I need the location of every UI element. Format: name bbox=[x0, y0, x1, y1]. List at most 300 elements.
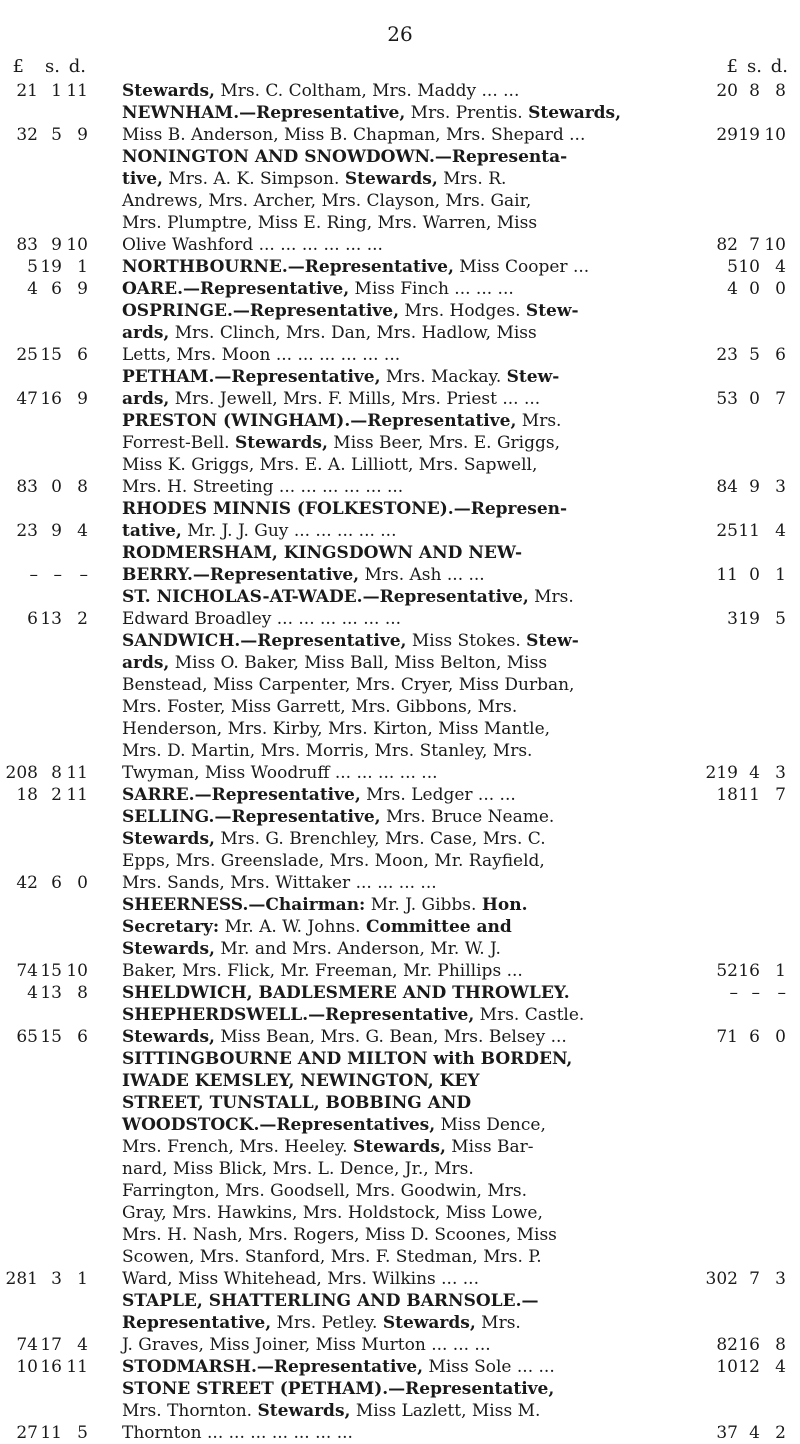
shillings-value: 0 bbox=[749, 279, 760, 299]
pence-value: 11 bbox=[66, 785, 88, 805]
pounds-value: 25 bbox=[16, 345, 38, 365]
pence-value: 10 bbox=[764, 125, 786, 145]
plain-text: Mrs. Clinch, Mrs. Dan, Mrs. Hadlow, Miss bbox=[169, 323, 537, 343]
pence-value: 1 bbox=[77, 257, 88, 277]
pence-value: 4 bbox=[775, 521, 786, 541]
entry-text bbox=[122, 1202, 543, 1224]
pounds-value: 11 bbox=[716, 565, 738, 585]
plain-text: Miss Cooper ... bbox=[453, 257, 590, 277]
pence-value: 0 bbox=[775, 1027, 786, 1047]
bold-text: Hon. bbox=[481, 895, 528, 915]
text-line bbox=[0, 564, 800, 586]
shillings-value: 9 bbox=[749, 477, 760, 497]
plain-text: Miss Sole ... ... bbox=[423, 1357, 555, 1377]
plain-text: Mrs. H. Streeting ... ... ... ... ... ... bbox=[122, 477, 404, 497]
shillings-value: 19 bbox=[738, 609, 760, 629]
entry-text bbox=[122, 806, 554, 828]
page-number: 26 bbox=[387, 22, 413, 46]
bold-text: Representative, bbox=[122, 1313, 272, 1333]
text-line bbox=[0, 916, 800, 938]
bold-text: SARRE.—Representative, bbox=[122, 785, 361, 805]
entry-text bbox=[122, 1224, 557, 1246]
plain-text: Miss Stokes. bbox=[406, 631, 527, 651]
pounds-value: 4 bbox=[727, 279, 738, 299]
plain-text: Mrs. Prentis. bbox=[405, 103, 529, 123]
entry-text bbox=[122, 1378, 554, 1400]
bold-text: SHEERNESS.—Chairman: bbox=[122, 895, 366, 915]
text-line bbox=[0, 1268, 800, 1290]
text-line bbox=[0, 80, 800, 102]
text-line bbox=[0, 586, 800, 608]
plain-text: Mrs. Mackay. bbox=[380, 367, 507, 387]
pence-value: 8 bbox=[77, 983, 88, 1003]
plain-text: Thornton ... ... ... ... ... ... ... bbox=[122, 1423, 353, 1443]
shillings-value: 5 bbox=[51, 125, 62, 145]
shillings-value: 7 bbox=[749, 1269, 760, 1289]
pence-value: 3 bbox=[775, 477, 786, 497]
text-line bbox=[0, 784, 800, 806]
text-line bbox=[0, 322, 800, 344]
bold-text: Stewards, bbox=[122, 939, 215, 959]
entry-text bbox=[122, 190, 531, 212]
bold-text: STREET, TUNSTALL, BOBBING AND bbox=[122, 1093, 472, 1113]
pounds-value: 83 bbox=[16, 235, 38, 255]
entry-text bbox=[122, 256, 589, 278]
pounds-value: 4 bbox=[27, 983, 38, 1003]
text-line bbox=[0, 762, 800, 784]
pounds-value: 3 bbox=[727, 609, 738, 629]
pence-value: 4 bbox=[77, 1335, 88, 1355]
header-shillings: s. bbox=[747, 56, 762, 77]
pounds-value: 25 bbox=[716, 521, 738, 541]
pounds-value: 52 bbox=[716, 961, 738, 981]
pounds-value: 42 bbox=[16, 873, 38, 893]
entry-text bbox=[122, 1004, 584, 1026]
plain-text: Baker, Mrs. Flick, Mr. Freeman, Mr. Phillips ... bbox=[122, 961, 523, 981]
pence-value: 7 bbox=[775, 785, 786, 805]
shillings-value: 10 bbox=[738, 257, 760, 277]
pence-value: 9 bbox=[77, 389, 88, 409]
entry-text bbox=[122, 982, 570, 1004]
pence-value: 3 bbox=[775, 1269, 786, 1289]
shillings-value: 16 bbox=[40, 389, 62, 409]
pence-value: 6 bbox=[77, 1027, 88, 1047]
pence-value: 9 bbox=[77, 125, 88, 145]
entry-text bbox=[122, 828, 546, 850]
pence-value: 4 bbox=[775, 1357, 786, 1377]
pence-value: – bbox=[79, 565, 88, 585]
text-line bbox=[0, 1356, 800, 1378]
plain-text: Olive Washford ... ... ... ... ... ... bbox=[122, 235, 383, 255]
text-line bbox=[0, 894, 800, 916]
plain-text: Mrs. A. K. Simpson. bbox=[162, 169, 345, 189]
text-line bbox=[0, 1246, 800, 1268]
plain-text: Epps, Mrs. Greenslade, Mrs. Moon, Mr. Rayfield, bbox=[122, 851, 545, 871]
plain-text: Mr. A. W. Johns. bbox=[219, 917, 366, 937]
plain-text: Mrs. Hodges. bbox=[399, 301, 526, 321]
header-pounds: £ bbox=[726, 56, 738, 77]
pence-value: 11 bbox=[66, 81, 88, 101]
bold-text: WOODSTOCK.—Representatives, bbox=[122, 1115, 436, 1135]
shillings-value: 6 bbox=[749, 1027, 760, 1047]
entry-text bbox=[122, 520, 397, 542]
plain-text: Miss O. Baker, Miss Ball, Miss Belton, Miss bbox=[169, 653, 548, 673]
entry-text bbox=[122, 718, 550, 740]
bold-text: NEWNHAM.—Representative, bbox=[122, 103, 406, 123]
pence-value: 7 bbox=[775, 389, 786, 409]
entry-text bbox=[122, 784, 516, 806]
text-line bbox=[0, 410, 800, 432]
entry-text bbox=[122, 476, 403, 498]
plain-text: Mrs. Bruce Neame. bbox=[380, 807, 555, 827]
header-pence: d. bbox=[770, 56, 788, 77]
text-line bbox=[0, 1378, 800, 1400]
bold-text: Stewards, bbox=[382, 1313, 476, 1333]
pounds-value: 71 bbox=[716, 1027, 738, 1047]
plain-text: Mrs. French, Mrs. Heeley. bbox=[122, 1137, 353, 1157]
plain-text: Twyman, Miss Woodruff ... ... ... ... ... bbox=[122, 763, 438, 783]
header-shillings: s. bbox=[45, 56, 60, 77]
bold-text: STONE STREET (PETHAM).—Representative, bbox=[122, 1379, 555, 1399]
pence-value: 5 bbox=[77, 1423, 88, 1443]
text-line bbox=[0, 1334, 800, 1356]
shillings-value: 0 bbox=[749, 565, 760, 585]
plain-text: Mrs. Foster, Miss Garrett, Mrs. Gibbons, Mrs. bbox=[122, 697, 518, 717]
entry-text bbox=[122, 894, 528, 916]
shillings-value: 16 bbox=[738, 1335, 760, 1355]
entry-text bbox=[122, 1356, 555, 1378]
entry-text bbox=[122, 498, 567, 520]
entry-text bbox=[122, 1136, 533, 1158]
text-line bbox=[0, 454, 800, 476]
shillings-value: 17 bbox=[40, 1335, 62, 1355]
plain-text: Mrs. Thornton. bbox=[122, 1401, 258, 1421]
plain-text: Miss Bar- bbox=[445, 1137, 534, 1157]
pence-value: 1 bbox=[775, 961, 786, 981]
plain-text: Miss Lazlett, Miss M. bbox=[350, 1401, 541, 1421]
plain-text: nard, Miss Blick, Mrs. L. Dence, Jr., Mrs. bbox=[122, 1159, 474, 1179]
text-line bbox=[0, 960, 800, 982]
entry-text bbox=[122, 542, 522, 564]
pence-value: 6 bbox=[775, 345, 786, 365]
text-line bbox=[0, 696, 800, 718]
bold-text: PRESTON (WINGHAM).—Representative, bbox=[122, 411, 517, 431]
bold-text: Stewards, bbox=[257, 1401, 351, 1421]
text-line bbox=[0, 674, 800, 696]
plain-text: Andrews, Mrs. Archer, Mrs. Clayson, Mrs. Gair, bbox=[122, 191, 532, 211]
plain-text: Ward, Miss Whitehead, Mrs. Wilkins ... ... bbox=[122, 1269, 479, 1289]
pounds-value: 281 bbox=[5, 1269, 38, 1289]
shillings-value: 9 bbox=[51, 521, 62, 541]
shillings-value: 8 bbox=[749, 81, 760, 101]
plain-text: Scowen, Mrs. Stanford, Mrs. F. Stedman, Mrs. P. bbox=[122, 1247, 542, 1267]
text-line bbox=[0, 1180, 800, 1202]
plain-text: Edward Broadley ... ... ... ... ... ... bbox=[122, 609, 402, 629]
text-line bbox=[0, 300, 800, 322]
text-line bbox=[0, 1202, 800, 1224]
entry-text bbox=[122, 146, 567, 168]
text-line bbox=[0, 828, 800, 850]
shillings-value: 13 bbox=[40, 609, 62, 629]
bold-text: SITTINGBOURNE AND MILTON with BORDEN, bbox=[122, 1049, 573, 1069]
pounds-value: 84 bbox=[716, 477, 738, 497]
shillings-value: 15 bbox=[40, 961, 62, 981]
shillings-value: 0 bbox=[51, 477, 62, 497]
shillings-value: 6 bbox=[51, 873, 62, 893]
entry-text bbox=[122, 762, 438, 784]
pounds-value: 74 bbox=[16, 1335, 38, 1355]
entry-text bbox=[122, 674, 574, 696]
entry-text bbox=[122, 938, 501, 960]
entry-text bbox=[122, 344, 400, 366]
pence-value: 4 bbox=[77, 521, 88, 541]
bold-text: RODMERSHAM, KINGSDOWN AND NEW- bbox=[122, 543, 523, 563]
entry-text bbox=[122, 1070, 480, 1092]
entry-text bbox=[122, 300, 579, 322]
entry-text bbox=[122, 388, 540, 410]
text-line bbox=[0, 1400, 800, 1422]
bold-text: PETHAM.—Representative, bbox=[122, 367, 381, 387]
entry-text bbox=[122, 124, 585, 146]
text-line bbox=[0, 1136, 800, 1158]
plain-text: Mrs. G. Brenchley, Mrs. Case, Mrs. C. bbox=[214, 829, 546, 849]
entry-text bbox=[122, 1048, 572, 1070]
entry-text bbox=[122, 432, 560, 454]
entry-text bbox=[122, 872, 437, 894]
bold-text: SHEPHERDSWELL.—Representative, bbox=[122, 1005, 475, 1025]
text-line bbox=[0, 432, 800, 454]
bold-text: OARE.—Representative, bbox=[122, 279, 350, 299]
text-line bbox=[0, 608, 800, 630]
pounds-value: 5 bbox=[27, 257, 38, 277]
entry-text bbox=[122, 1026, 567, 1048]
shillings-value: 2 bbox=[51, 785, 62, 805]
pounds-value: 4 bbox=[27, 279, 38, 299]
bold-text: Stew- bbox=[526, 631, 579, 651]
pounds-value: 32 bbox=[16, 125, 38, 145]
text-line bbox=[0, 872, 800, 894]
entry-text bbox=[122, 1334, 491, 1356]
bold-text: SHELDWICH, BADLESMERE AND THROWLEY. bbox=[122, 983, 570, 1003]
entry-text bbox=[122, 1312, 521, 1334]
entry-text bbox=[122, 80, 519, 102]
text-line bbox=[0, 124, 800, 146]
shillings-value: 6 bbox=[51, 279, 62, 299]
plain-text: Miss Dence, bbox=[435, 1115, 546, 1135]
entry-text bbox=[122, 1290, 539, 1312]
bold-text: Stewards, bbox=[122, 829, 215, 849]
pence-value: 0 bbox=[77, 873, 88, 893]
text-line bbox=[0, 234, 800, 256]
plain-text: J. Graves, Miss Joiner, Miss Murton ... ... ... bbox=[122, 1335, 491, 1355]
text-line bbox=[0, 388, 800, 410]
shillings-value: 7 bbox=[749, 235, 760, 255]
pounds-value: 219 bbox=[705, 763, 738, 783]
entry-text bbox=[122, 212, 537, 234]
plain-text: Mrs. bbox=[475, 1313, 521, 1333]
text-line bbox=[0, 1004, 800, 1026]
plain-text: Miss Beer, Mrs. E. Griggs, bbox=[327, 433, 560, 453]
header-pence: d. bbox=[68, 56, 86, 77]
text-line bbox=[0, 1158, 800, 1180]
shillings-value: 15 bbox=[40, 345, 62, 365]
pounds-value: 53 bbox=[716, 389, 738, 409]
bold-text: ards, bbox=[122, 653, 170, 673]
text-line bbox=[0, 806, 800, 828]
bold-text: Stewards, bbox=[122, 81, 215, 101]
plain-text: Gray, Mrs. Hawkins, Mrs. Holdstock, Miss Lowe, bbox=[122, 1203, 543, 1223]
text-line bbox=[0, 168, 800, 190]
bold-text: SELLING.—Representative, bbox=[122, 807, 381, 827]
bold-text: Stew- bbox=[506, 367, 560, 387]
plain-text: Mrs. R. bbox=[437, 169, 507, 189]
entry-text bbox=[122, 652, 547, 674]
pounds-value: 23 bbox=[16, 521, 38, 541]
plain-text: Letts, Mrs. Moon ... ... ... ... ... ... bbox=[122, 345, 401, 365]
text-line bbox=[0, 1290, 800, 1312]
bold-text: OSPRINGE.—Representative, bbox=[122, 301, 400, 321]
entry-text bbox=[122, 608, 401, 630]
bold-text: NORTHBOURNE.—Representative, bbox=[122, 257, 454, 277]
bold-text: IWADE KEMSLEY, NEWINGTON, KEY bbox=[122, 1071, 480, 1091]
entry-text bbox=[122, 740, 532, 762]
text-line bbox=[0, 1070, 800, 1092]
text-line bbox=[0, 938, 800, 960]
pence-value: 10 bbox=[764, 235, 786, 255]
pounds-value: 27 bbox=[16, 1423, 38, 1443]
plain-text: Forrest-Bell. bbox=[122, 433, 235, 453]
text-line bbox=[0, 256, 800, 278]
pounds-value: 18 bbox=[716, 785, 738, 805]
plain-text: Mrs. H. Nash, Mrs. Rogers, Miss D. Scoones, Miss bbox=[122, 1225, 557, 1245]
text-line bbox=[0, 366, 800, 388]
entry-text bbox=[122, 586, 574, 608]
bold-text: Stewards, bbox=[352, 1137, 446, 1157]
pence-value: 8 bbox=[77, 477, 88, 497]
bold-text: STAPLE, SHATTERLING AND BARNSOLE.— bbox=[122, 1291, 539, 1311]
pence-value: 2 bbox=[77, 609, 88, 629]
entry-text bbox=[122, 916, 512, 938]
plain-text: Miss Finch ... ... ... bbox=[349, 279, 514, 299]
pounds-value: 6 bbox=[27, 609, 38, 629]
pounds-value: 29 bbox=[716, 125, 738, 145]
entry-text bbox=[122, 234, 383, 256]
pounds-value: 208 bbox=[5, 763, 38, 783]
pence-value: 11 bbox=[66, 1357, 88, 1377]
pounds-value: 37 bbox=[716, 1423, 738, 1443]
shillings-value: 13 bbox=[40, 983, 62, 1003]
shillings-value: 16 bbox=[738, 961, 760, 981]
entry-text bbox=[122, 1114, 546, 1136]
pounds-value: 47 bbox=[16, 389, 38, 409]
pence-value: 11 bbox=[66, 763, 88, 783]
bold-text: Secretary: bbox=[122, 917, 220, 937]
plain-text: Benstead, Miss Carpenter, Mrs. Cryer, Miss Durban, bbox=[122, 675, 575, 695]
plain-text: Mrs. Ledger ... ... bbox=[360, 785, 516, 805]
entry-text bbox=[122, 102, 621, 124]
entry-text bbox=[122, 410, 561, 432]
entry-text bbox=[122, 1422, 353, 1444]
pounds-value: 74 bbox=[16, 961, 38, 981]
text-line bbox=[0, 718, 800, 740]
entry-text bbox=[122, 278, 514, 300]
pounds-value: – bbox=[29, 565, 38, 585]
pounds-value: 5 bbox=[727, 257, 738, 277]
pence-value: 8 bbox=[775, 81, 786, 101]
text-line bbox=[0, 476, 800, 498]
text-line bbox=[0, 1048, 800, 1070]
entry-text bbox=[122, 696, 517, 718]
bold-text: SANDWICH.—Representative, bbox=[122, 631, 407, 651]
bold-text: BERRY.—Representative, bbox=[122, 565, 360, 585]
bold-text: Stewards, bbox=[234, 433, 328, 453]
shillings-value: – bbox=[751, 983, 760, 1003]
shillings-value: 19 bbox=[40, 257, 62, 277]
pounds-value: – bbox=[729, 983, 738, 1003]
pounds-value: 20 bbox=[716, 81, 738, 101]
text-line bbox=[0, 1224, 800, 1246]
text-line bbox=[0, 278, 800, 300]
text-line bbox=[0, 850, 800, 872]
plain-text: Mrs. Plumptre, Miss E. Ring, Mrs. Warren, Miss bbox=[122, 213, 538, 233]
bold-text: tive, bbox=[122, 169, 163, 189]
bold-text: ards, bbox=[122, 389, 170, 409]
shillings-value: 12 bbox=[738, 1357, 760, 1377]
text-line bbox=[0, 190, 800, 212]
pounds-value: 65 bbox=[16, 1027, 38, 1047]
pence-value: 10 bbox=[66, 235, 88, 255]
pounds-value: 82 bbox=[716, 1335, 738, 1355]
plain-text: Mrs. Sands, Mrs. Wittaker ... ... ... ... bbox=[122, 873, 437, 893]
plain-text: Mrs. Jewell, Mrs. F. Mills, Mrs. Priest ... ... bbox=[169, 389, 541, 409]
pounds-value: 82 bbox=[716, 235, 738, 255]
text-line bbox=[0, 344, 800, 366]
entry-text bbox=[122, 1400, 540, 1422]
pounds-value: 10 bbox=[16, 1357, 38, 1377]
plain-text: Miss B. Anderson, Miss B. Chapman, Mrs. Shepard ... bbox=[122, 125, 586, 145]
entry-text bbox=[122, 1092, 471, 1114]
plain-text: Farrington, Mrs. Goodsell, Mrs. Goodwin, Mrs. bbox=[122, 1181, 527, 1201]
pence-value: 10 bbox=[66, 961, 88, 981]
plain-text: Mrs. bbox=[528, 587, 574, 607]
bold-text: NONINGTON AND SNOWDOWN.—Representa- bbox=[122, 147, 568, 167]
text-line bbox=[0, 1092, 800, 1114]
entry-text bbox=[122, 850, 545, 872]
plain-text: Miss K. Griggs, Mrs. E. A. Lilliott, Mrs. Sapwell, bbox=[122, 455, 538, 475]
pounds-value: 21 bbox=[16, 81, 38, 101]
bold-text: Stewards, bbox=[528, 103, 622, 123]
text-line bbox=[0, 1422, 800, 1444]
shillings-value: – bbox=[53, 565, 62, 585]
entry-text bbox=[122, 1246, 542, 1268]
text-line bbox=[0, 1026, 800, 1048]
pounds-value: 83 bbox=[16, 477, 38, 497]
pence-value: 1 bbox=[775, 565, 786, 585]
text-line bbox=[0, 102, 800, 124]
pence-value: 9 bbox=[77, 279, 88, 299]
plain-text: Mrs. Castle. bbox=[474, 1005, 585, 1025]
pence-value: 2 bbox=[775, 1423, 786, 1443]
shillings-value: 5 bbox=[749, 345, 760, 365]
plain-text: Mr. J. Gibbs. bbox=[365, 895, 482, 915]
shillings-value: 9 bbox=[51, 235, 62, 255]
text-line bbox=[0, 982, 800, 1004]
plain-text: Mr. J. J. Guy ... ... ... ... ... bbox=[181, 521, 397, 541]
text-line bbox=[0, 146, 800, 168]
text-line bbox=[0, 498, 800, 520]
shillings-value: 11 bbox=[738, 785, 760, 805]
bold-text: Stewards, bbox=[344, 169, 438, 189]
